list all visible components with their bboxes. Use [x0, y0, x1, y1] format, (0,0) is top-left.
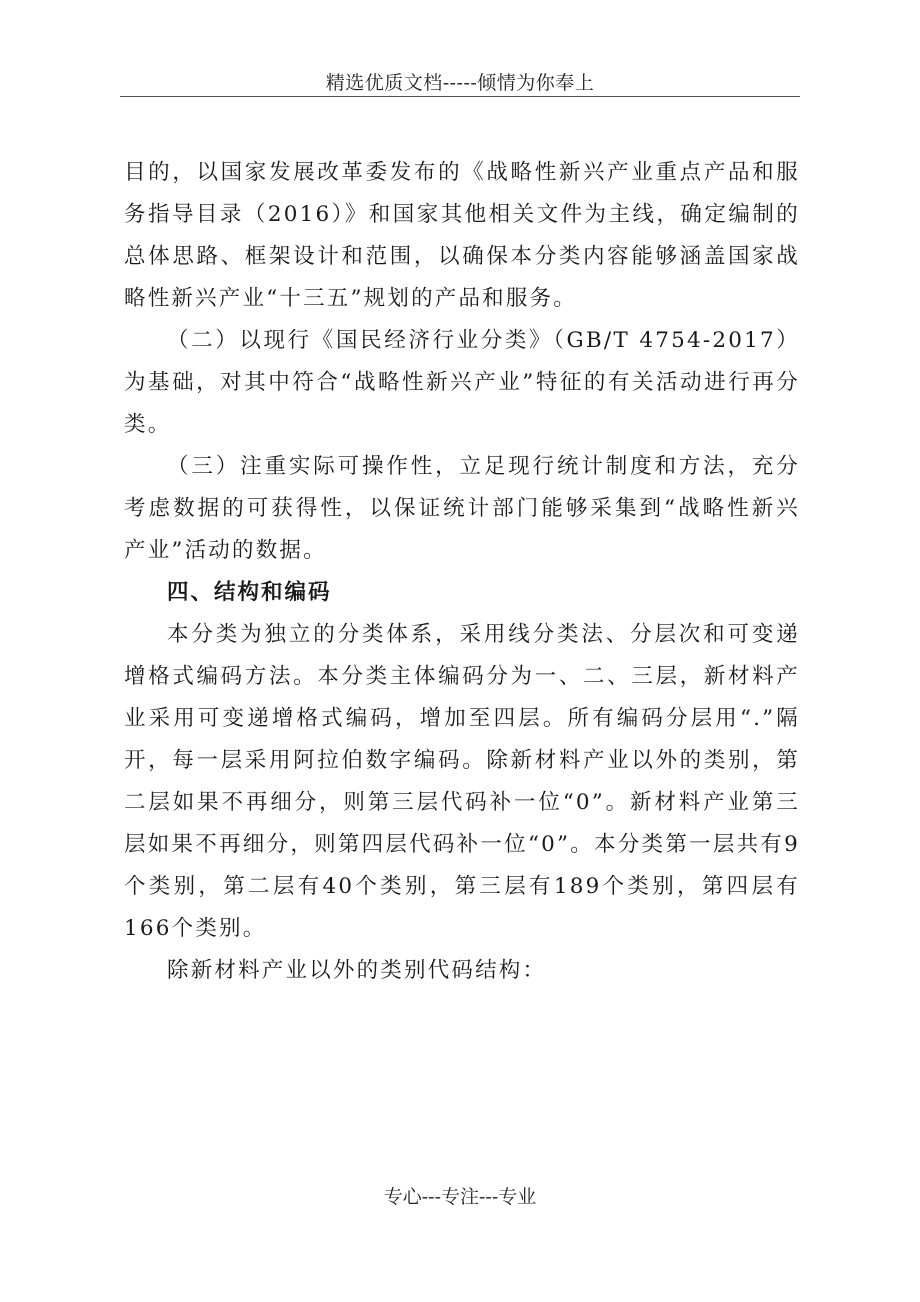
paragraph-item-two: （二）以现行《国民经济行业分类》（GB/T 4754-2017）为基础，对其中符合“战略性新兴产业”特征的有关活动进行再分类。 [124, 328, 800, 437]
section-heading: 四、结构和编码 [167, 580, 332, 605]
paragraph-code-structure: 除新材料产业以外的类别代码结构： [167, 958, 547, 983]
header-divider [120, 96, 800, 97]
paragraph-item-three: （三）注重实际可操作性，立足现行统计制度和方法，充分考虑数据的可获得性，以保证统计部门能够采集到“战略性新兴产业”活动的数据。 [124, 454, 800, 563]
page-header: 精选优质文档-----倾情为你奉上 [325, 72, 595, 94]
paragraph-continued: 目的，以国家发展改革委发布的《战略性新兴产业重点产品和服务指导目录（2016）》和国家其他相关文件为主线，确定编制的总体思路、框架设计和范围，以确保本分类内容能够涵盖国家战略性新兴产业“十三五”规划的产品和服务。 [124, 160, 800, 311]
document-body [124, 152, 800, 992]
page-footer: 专心---专注---专业 [383, 1186, 537, 1208]
paragraph-structure: 本分类为独立的分类体系，采用线分类法、分层次和可变递增格式编码方法。本分类主体编码分为一、二、三层，新材料产业采用可变递增格式编码，增加至四层。所有编码分层用“.”隔开，每一层采用阿拉伯数字编码。除新材料产业以外的类别，第二层如果不再细分，则第三层代码补一位“0”。新材料产业第三层如果不再细分，则第四层代码补一位“0”。本分类第一层共有9个类别，第二层有40个类别，第三层有189个类别，第四层有166个类别。 [124, 622, 800, 941]
